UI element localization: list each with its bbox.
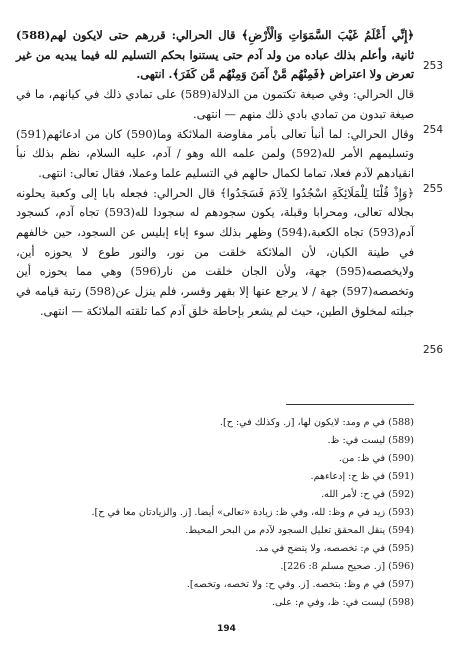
paragraph-verse-256: ﴿وَإِذْ قُلْنَا لِلْمَلَائِكَةِ اسْجُدُوا لِآدَمَ فَسَجَدُوا﴾ قال الحرالي: فجعله بابا إلى وكعبة يحلونه بجلاله تعالى، ومحرابا وقبلة، يكون سجودهم له سجودا لله(593) تجاه آدم، كسجود آدم(593) تجاه الكعبة،(594) وظهر بذلك سوء إباء إبليس عن السجود، حين خالفهم في طينة الكيان، لأن الملائكة خلقت من نور، والنور طوع لا يحوزه أين، ولايخصصه(595) جهة، ولأن الجان خلقت من نار(596) وهي مما يحوزه أين وتخصصه(597) جهة / لا يرجع عنها إلا بقهر وقسر، فلم ينزل عن(598) رتبة قيامه في جبلته لمخلوق الطين، حيث لم يشعر بإحاطة خلق آدم كما تلقته الملائكة — انتهى.: [16, 186, 415, 318]
paragraph-verse-254: قال الحرالي: وفي صيغة تكتمون من الدلالة(589) على تمادي ذلك في كيانهم، ما في صيغة تبدون من تمادي بادي ذلك منهم — انتهى.: [16, 88, 415, 121]
footnote-separator: [286, 404, 414, 405]
footnote-595: (595) في م: تخصصه، ولا يتضح في مد.: [255, 543, 414, 554]
footnote-593: (593) زيد في م وظ: لله، وفي ظ: زيادة «تعالى» أيضا. [ز. والزيادتان معا في ح].: [91, 507, 414, 518]
verse-number-256: 256: [423, 344, 444, 356]
footnote-590: (590) في ظ: من.: [338, 453, 414, 464]
paragraph-verse-255: وقال الحرالي: لما أنبأ تعالى بأمر مفاوضة الملائكة وما(590) كان من ادعائهم(591) وتسليمهم الأمر لله(592) ولمن علمه الله وهو / آدم، عليه السلام، نظم بذلك نبأ انقيادهم لآدم فعلا، تماما لكمال حالهم في التسليم علما وعملا، فقال تعالى: انتهى.: [16, 127, 415, 180]
verse-number-255: 255: [423, 183, 444, 195]
verse-number-254: 254: [423, 124, 444, 136]
footnote-592: (592) في ح: لأمر الله.: [321, 489, 414, 500]
paragraph-verse-253: ﴿إِنِّي أَعْلَمُ غَيْبَ السَّمَوَاتِ وَالْأَرْضِ﴾ قال الحرالي: قررهم حتى لايكون لهم(588) ثانية، وأعلم بذلك عباده من ولد آدم حتى يستنوا بحكم التسليم لله فيما يبديه من غير تعرض ولا اعتراض ﴿فَمِنْهُم مَّنْ آمَنَ وَمِنْهُم مَّن كَفَرَ﴾. انتهى.: [16, 28, 414, 82]
footnote-589: (589) ليست في: ظ.: [327, 435, 414, 446]
footnote-591: (591) في ظ ح: إدعاءهم.: [310, 471, 414, 482]
footnote-597: (597) في م وظ: بتخصه. [ز. وفي ح: ولا تخصه، وتخصه].: [186, 579, 414, 590]
footnote-596: (596) [ز. صحيح مسلم 8: 226].: [280, 561, 414, 572]
main-text: [16, 26, 414, 322]
page-number: 194: [217, 624, 236, 634]
footnote-598: (598) ليست في: ظ، وفي م: على.: [271, 597, 414, 608]
footnote-588: (588) في م ومد: لايكون لها، [ز. وكذلك في: ح].: [219, 417, 414, 428]
footnote-594: (594) ينقل المحقق تعليل السجود لآدم من البحر المحيط.: [185, 525, 414, 536]
footnotes: [16, 414, 414, 612]
verse-number-253: 253: [423, 60, 444, 72]
